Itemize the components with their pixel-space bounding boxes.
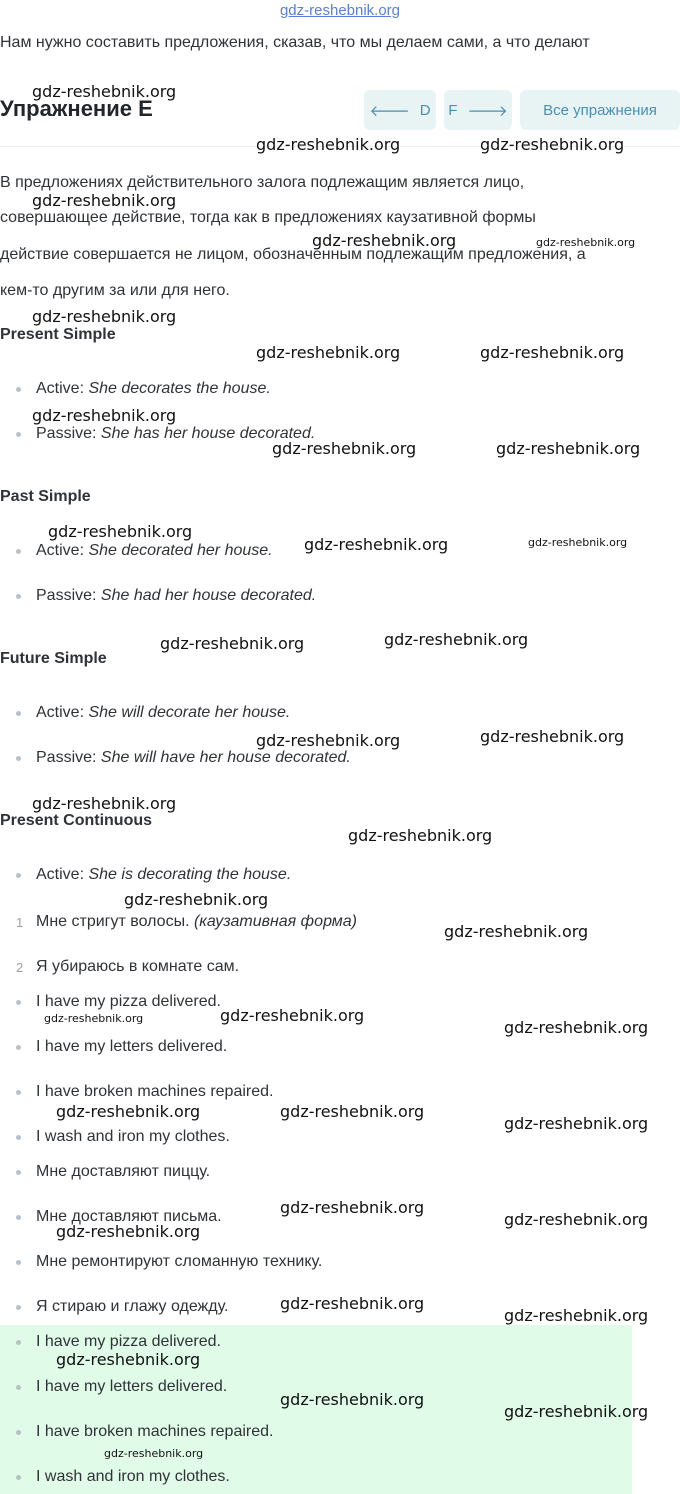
list-item: I wash and iron my clothes. — [36, 1128, 230, 1145]
watermark: gdz-reshebnik.org — [528, 536, 628, 549]
watermark: gdz-reshebnik.org — [504, 1402, 649, 1421]
watermark: gdz-reshebnik.org — [272, 439, 417, 458]
watermark: gdz-reshebnik.org — [280, 1294, 425, 1313]
watermark: gdz-reshebnik.org — [312, 231, 457, 250]
watermark: gdz-reshebnik.org — [536, 236, 636, 249]
list-item: I have my pizza delivered. — [36, 993, 221, 1010]
watermark: gdz-reshebnik.org — [348, 826, 493, 845]
intro-text: Нам нужно составить предложения, сказав, что мы делаем сами, а что делают — [0, 34, 590, 51]
bullet — [16, 1260, 21, 1265]
watermark: gdz-reshebnik.org — [44, 1012, 144, 1025]
answer-item: I wash and iron my clothes. — [36, 1468, 230, 1485]
watermark: gdz-reshebnik.org — [304, 535, 449, 554]
bullet — [16, 711, 21, 716]
site-link[interactable]: gdz-reshebnik.org — [279, 2, 401, 19]
watermark: gdz-reshebnik.org — [104, 1447, 204, 1460]
next-exercise-button[interactable] — [444, 90, 512, 130]
watermark: gdz-reshebnik.org — [32, 794, 177, 813]
section-heading: Present Simple — [0, 326, 116, 343]
prev-exercise-button[interactable] — [364, 90, 436, 130]
next-exercise-label: F — [448, 101, 458, 119]
watermark: gdz-reshebnik.org — [160, 634, 305, 653]
watermark: gdz-reshebnik.org — [480, 135, 625, 154]
example-passive: Passive: She will have her house decorated. — [36, 749, 351, 766]
watermark: gdz-reshebnik.org — [280, 1102, 425, 1121]
example-passive: Passive: She had her house decorated. — [36, 587, 317, 604]
bullet — [16, 1045, 21, 1050]
answer-item: I have my letters delivered. — [36, 1378, 228, 1395]
explanation-line: В предложениях действительного залога подлежащим является лицо, — [0, 174, 525, 191]
watermark: gdz-reshebnik.org — [256, 135, 401, 154]
watermark: gdz-reshebnik.org — [48, 522, 193, 541]
bullet — [16, 873, 21, 878]
watermark: gdz-reshebnik.org — [220, 1006, 365, 1025]
list-item: Я стираю и глажу одежду. — [36, 1298, 229, 1315]
example-active: Active: She decorated her house. — [36, 542, 273, 559]
list-item: I have broken machines repaired. — [36, 1083, 274, 1100]
list-item: Мне доставляют письма. — [36, 1208, 222, 1225]
bullet — [16, 594, 21, 599]
numbered-item: Я убираюсь в комнате сам. — [36, 958, 240, 975]
list-number: 1 — [16, 915, 24, 930]
list-number: 2 — [16, 960, 24, 975]
list-item: Мне ремонтируют сломанную технику. — [36, 1253, 323, 1270]
bullet — [16, 1170, 21, 1175]
section-heading: Present Continuous — [0, 812, 153, 829]
watermark: gdz-reshebnik.org — [56, 1102, 201, 1121]
arrow-left-icon: 🡐 — [369, 102, 410, 120]
list-item: I have my letters delivered. — [36, 1038, 228, 1055]
page-title: Упражнение E — [0, 96, 153, 121]
example-passive: Passive: She has her house decorated. — [36, 425, 316, 442]
example-active: Active: She decorates the house. — [36, 380, 271, 397]
bullet — [16, 1305, 21, 1310]
bullet — [16, 432, 21, 437]
numbered-item: Мне стригут волосы. (каузативная форма) — [36, 913, 357, 930]
bullet — [16, 1000, 21, 1005]
bullet — [16, 1475, 21, 1480]
arrow-right-icon: 🡒 — [467, 102, 508, 120]
watermark: gdz-reshebnik.org — [56, 1222, 201, 1241]
watermark: gdz-reshebnik.org — [124, 890, 269, 909]
bullet — [16, 1340, 21, 1345]
example-active: Active: She will decorate her house. — [36, 704, 291, 721]
watermark: gdz-reshebnik.org — [280, 1198, 425, 1217]
watermark: gdz-reshebnik.org — [32, 82, 177, 101]
watermark: gdz-reshebnik.org — [504, 1018, 649, 1037]
section-heading: Past Simple — [0, 488, 91, 505]
watermark: gdz-reshebnik.org — [384, 630, 529, 649]
example-active: Active: She is decorating the house. — [36, 866, 292, 883]
watermark: gdz-reshebnik.org — [504, 1210, 649, 1229]
watermark: gdz-reshebnik.org — [504, 1306, 649, 1325]
watermark: gdz-reshebnik.org — [480, 343, 625, 362]
list-item: Мне доставляют пиццу. — [36, 1163, 211, 1180]
watermark: gdz-reshebnik.org — [496, 439, 641, 458]
bullet — [16, 1430, 21, 1435]
explanation-line: совершающее действие, тогда как в предложениях каузативной формы — [0, 209, 536, 226]
watermark: gdz-reshebnik.org — [280, 1390, 425, 1409]
answer-item: I have broken machines repaired. — [36, 1423, 274, 1440]
bullet — [16, 1215, 21, 1220]
watermark: gdz-reshebnik.org — [32, 307, 177, 326]
bullet — [16, 387, 21, 392]
bullet — [16, 756, 21, 761]
explanation-line: действие совершается не лицом, обозначенным подлежащим предложения, а — [0, 246, 586, 263]
explanation-line: кем-то другим за или для него. — [0, 282, 230, 299]
watermark: gdz-reshebnik.org — [256, 731, 401, 750]
watermark: gdz-reshebnik.org — [504, 1114, 649, 1133]
bullet — [16, 1385, 21, 1390]
all-exercises-label: Все упражнения — [543, 101, 657, 119]
all-exercises-button[interactable] — [520, 90, 680, 130]
prev-exercise-label: D — [419, 101, 431, 119]
watermark: gdz-reshebnik.org — [32, 406, 177, 425]
bullet — [16, 1090, 21, 1095]
watermark: gdz-reshebnik.org — [444, 922, 589, 941]
watermark: gdz-reshebnik.org — [32, 191, 177, 210]
bullet — [16, 1135, 21, 1140]
watermark: gdz-reshebnik.org — [56, 1350, 201, 1369]
section-heading: Future Simple — [0, 650, 107, 667]
bullet — [16, 549, 21, 554]
answer-item: I have my pizza delivered. — [36, 1333, 221, 1350]
watermark: gdz-reshebnik.org — [480, 727, 625, 746]
watermark: gdz-reshebnik.org — [256, 343, 401, 362]
